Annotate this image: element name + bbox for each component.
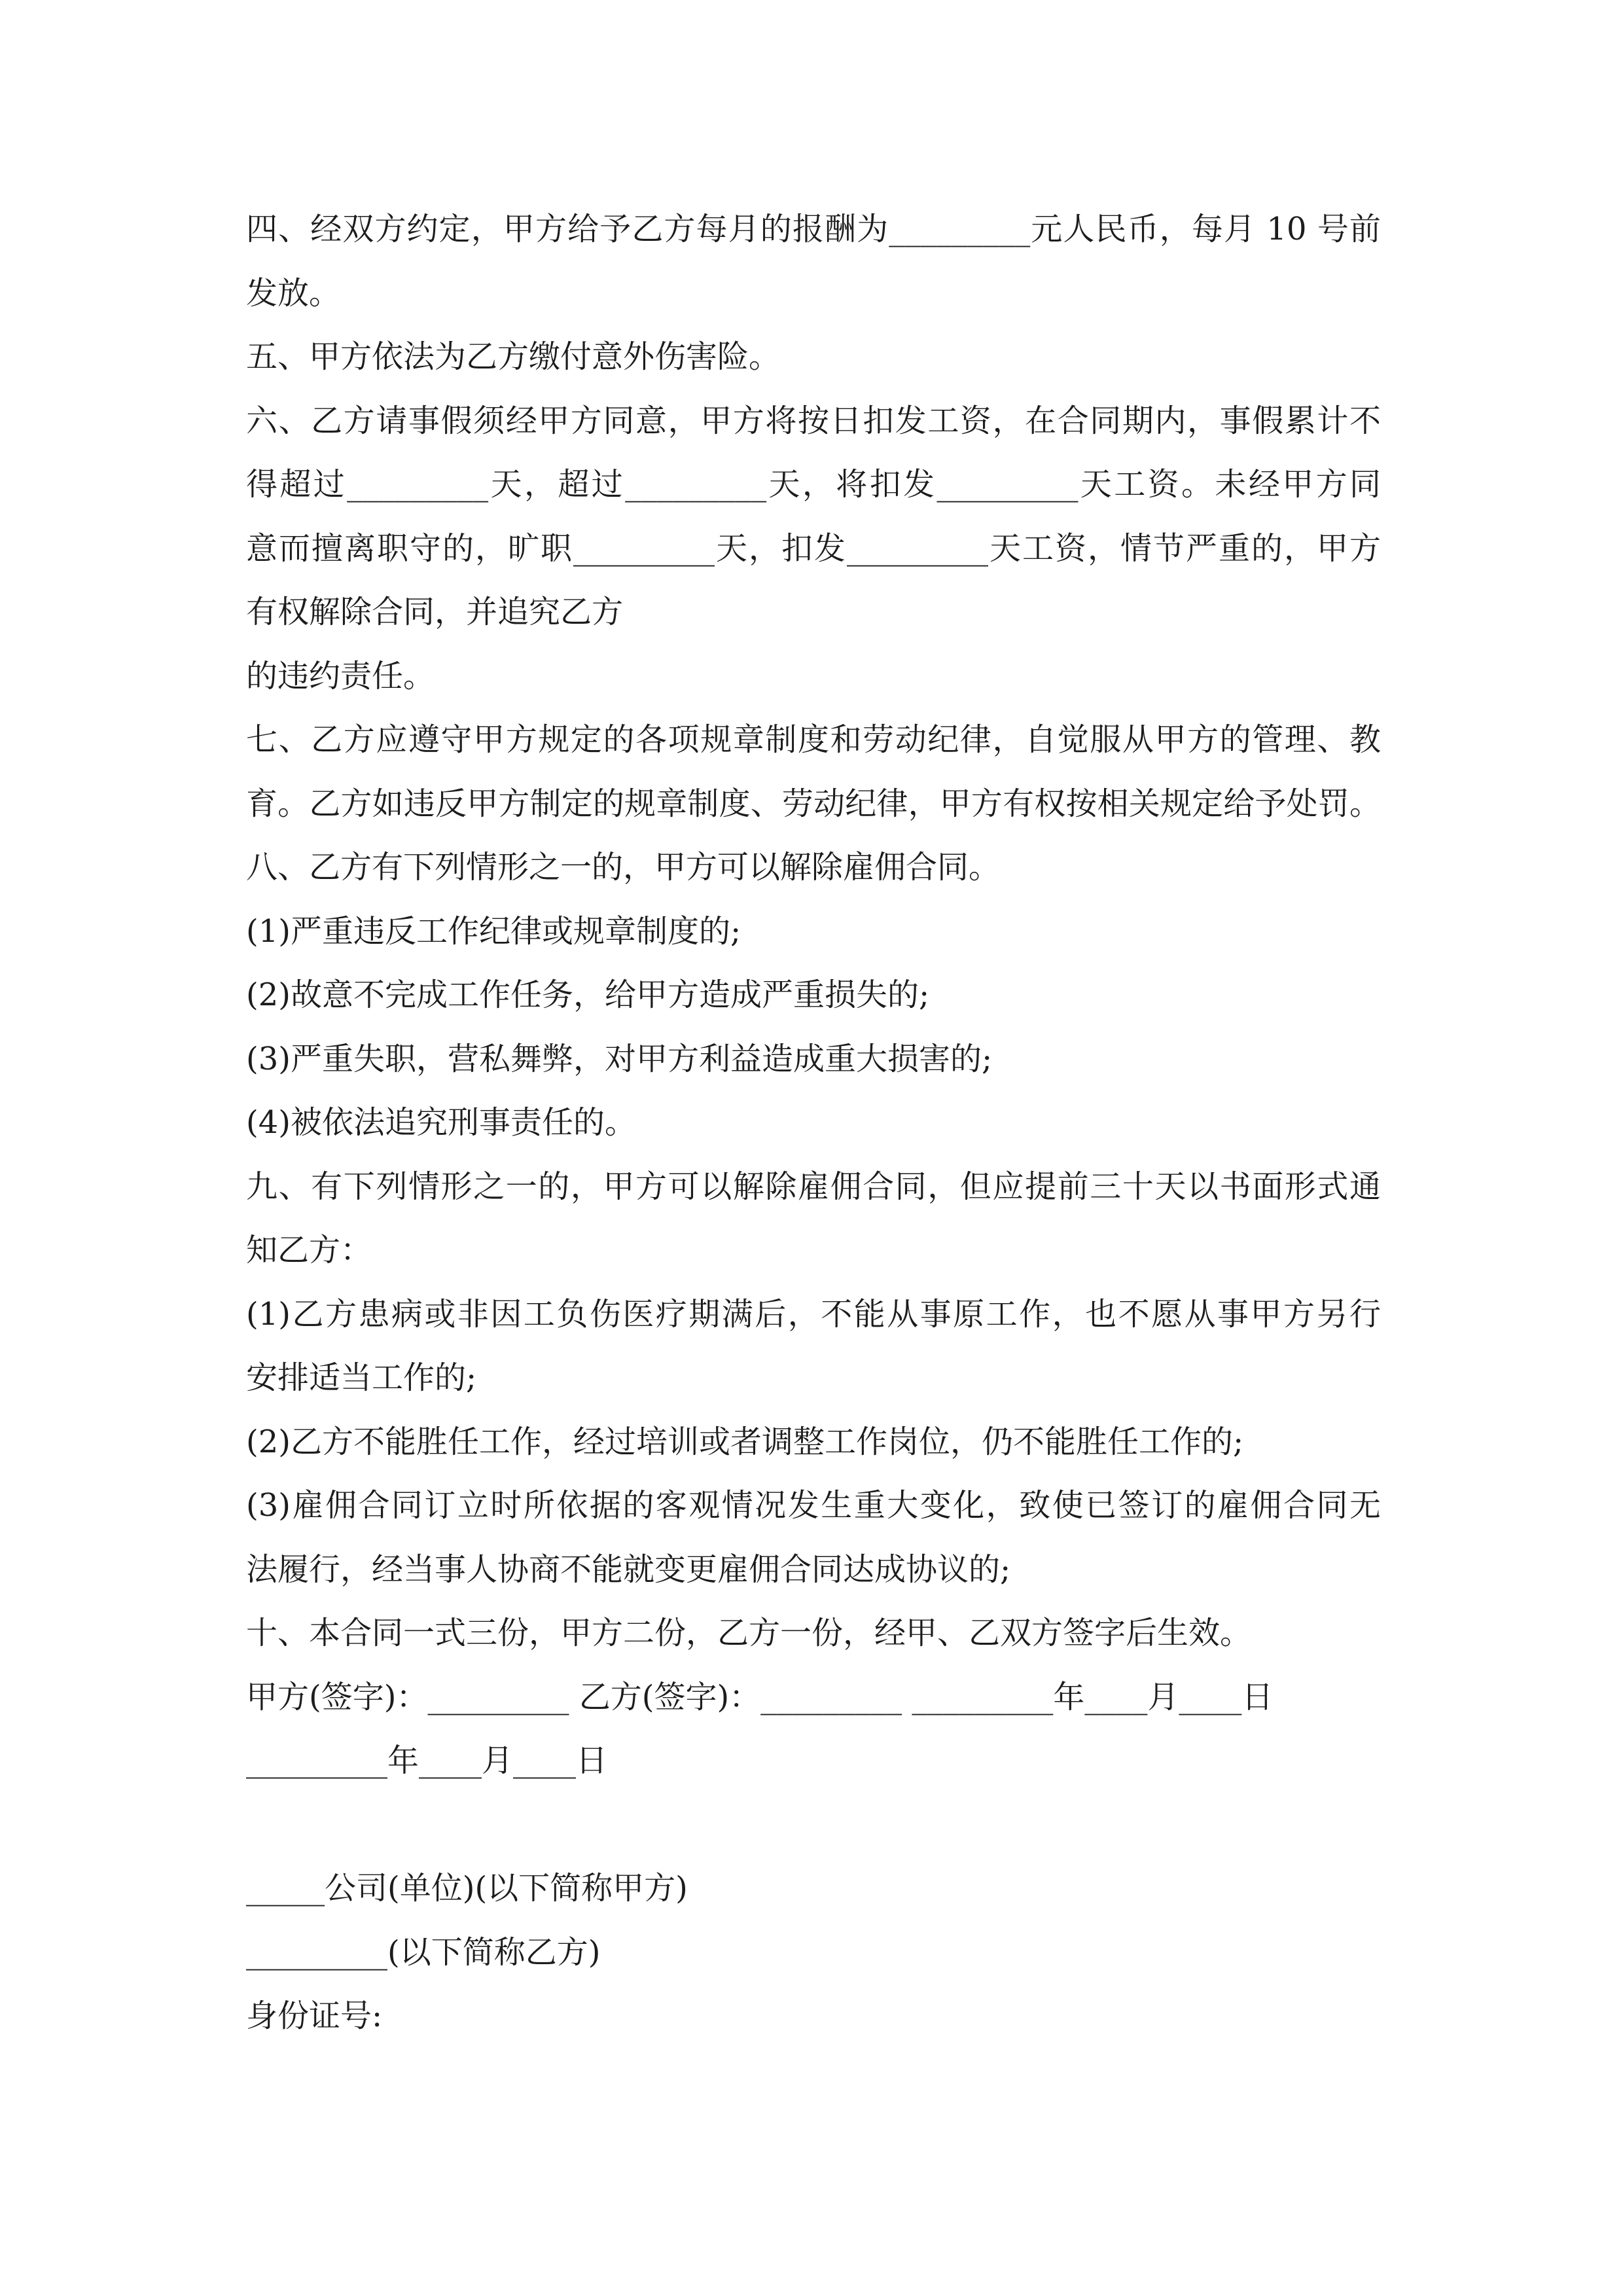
clause-8-item-2: (2)故意不完成工作任务，给甲方造成严重损失的;	[246, 977, 930, 1013]
clause-9	[246, 1155, 1381, 1602]
signature-line-1: 甲方(签字)：_________ 乙方(签字)：_________ _________年____月____日	[246, 1678, 1274, 1715]
clause-7-line-1: 七、乙方应遵守甲方规定的各项规章制度和劳动纪律，自觉服从甲方的管理、教	[246, 721, 1381, 758]
clause-6-line-5: 的违约责任。	[246, 657, 435, 694]
clause-6-line-4: 有权解除合同，并追究乙方	[246, 594, 624, 630]
clause-4	[246, 198, 1381, 325]
clause-6-line-1: 六、乙方请事假须经甲方同意，甲方将按日扣发工资，在合同期内，事假累计不	[246, 402, 1381, 439]
clause-6-line-2: 得超过_________天，超过_________天，将扣发_________天工资。未经甲方同	[246, 466, 1381, 503]
party-a-line: _____公司(单位)(以下简称甲方)	[246, 1870, 688, 1907]
clause-6-line-3: 意而擅离职守的，旷职_________天，扣发_________天工资，情节严重的，甲方	[246, 529, 1381, 567]
clause-9-heading-line-1: 九、有下列情形之一的，甲方可以解除雇佣合同，但应提前三十天以书面形式通	[246, 1168, 1381, 1205]
clause-8	[246, 836, 1381, 1155]
clause-5	[246, 325, 1381, 389]
clause-4-line-2: 发放。	[246, 274, 341, 312]
clause-9-item-3-line-2: 法履行，经当事人协商不能就变更雇佣合同达成协议的;	[246, 1551, 1011, 1588]
clause-9-item-3-line-1: (3)雇佣合同订立时所依据的客观情况发生重大变化，致使已签订的雇佣合同无	[246, 1487, 1381, 1524]
clause-6	[246, 389, 1381, 709]
clause-7	[246, 708, 1381, 836]
document-page	[246, 198, 1381, 2049]
clause-9-item-1-line-1: (1)乙方患病或非因工负伤医疗期满后，不能从事原工作，也不愿从事甲方另行	[246, 1295, 1381, 1333]
clause-9-item-1-line-2: 安排适当工作的;	[246, 1359, 477, 1396]
blank-line	[246, 1793, 1381, 1857]
clause-8-item-3: (3)严重失职，营私舞弊，对甲方利益造成重大损害的;	[246, 1040, 993, 1077]
clause-9-heading-line-2: 知乙方：	[246, 1232, 372, 1268]
clause-7-line-2: 育。乙方如违反甲方制定的规章制度、劳动纪律，甲方有权按相关规定给予处罚。	[246, 785, 1381, 822]
id-number-label: 身份证号:	[246, 1998, 383, 2034]
clause-8-item-1: (1)严重违反工作纪律或规章制度的;	[246, 912, 741, 950]
clause-5-line-1: 五、甲方依法为乙方缴付意外伤害险。	[246, 338, 781, 375]
clause-10-line-1: 十、本合同一式三份，甲方二份，乙方一份，经甲、乙双方签字后生效。	[246, 1615, 1252, 1651]
signature-block	[246, 1666, 1381, 1793]
clause-8-item-4: (4)被依法追究刑事责任的。	[246, 1104, 636, 1141]
party-b-line: _________(以下简称乙方)	[246, 1933, 601, 1971]
clause-10	[246, 1602, 1381, 1666]
next-contract-header	[246, 1857, 1381, 2049]
signature-line-2: _________年____月____日	[246, 1742, 608, 1779]
clause-8-heading: 八、乙方有下列情形之一的，甲方可以解除雇佣合同。	[246, 849, 1001, 886]
clause-4-line-1: 四、经双方约定，甲方给予乙方每月的报酬为_________元人民币，每月 10 号前	[246, 211, 1381, 247]
clause-9-item-2: (2)乙方不能胜任工作，经过培训或者调整工作岗位，仍不能胜任工作的;	[246, 1423, 1244, 1460]
